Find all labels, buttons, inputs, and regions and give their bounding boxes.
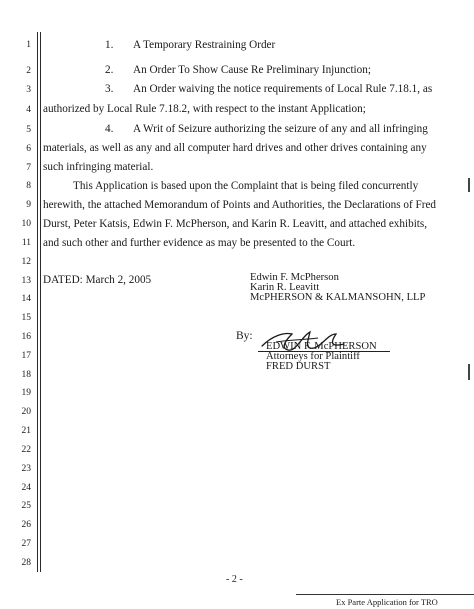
gutter-rule-right [40, 32, 41, 572]
counsel-name: Karin R. Leavitt [250, 282, 320, 293]
list-item-number: 1. [105, 39, 114, 51]
list-item-number: 4. [105, 123, 114, 135]
line-number: 20 [21, 407, 31, 417]
line-number: 19 [21, 388, 31, 398]
paragraph-line: This Application is based upon the Complaint that is being filed concurrently [73, 180, 419, 192]
list-item-number: 3. [105, 83, 114, 95]
margin-mark [468, 364, 470, 380]
line-number: 3 [26, 85, 31, 95]
list-item-text: such infringing material. [43, 161, 154, 173]
line-number: 26 [21, 520, 31, 530]
line-number: 17 [21, 351, 31, 361]
law-firm-name: McPHERSON & KALMANSOHN, LLP [250, 292, 426, 303]
line-number: 14 [21, 294, 31, 304]
client-name: FRED DURST [266, 361, 331, 372]
line-number: 2 [26, 66, 31, 76]
gutter-rule-left [37, 32, 38, 572]
paragraph-line: herewith, the attached Memorandum of Points and Authorities, the Declarations of Fred [43, 199, 437, 211]
list-item-text: An Order waiving the notice requirements of Local Rule 7.18.1, as [133, 83, 433, 95]
line-number: 16 [21, 332, 31, 342]
list-item-number: 2. [105, 64, 114, 76]
line-number: 10 [21, 219, 31, 229]
line-number: 27 [21, 539, 31, 549]
counsel-name: Edwin F. McPherson [250, 272, 339, 283]
line-number: 8 [26, 181, 31, 191]
line-number: 22 [21, 445, 31, 455]
list-item-text: materials, as well as any and all computer hard drives and other drives containing any [43, 142, 427, 154]
paragraph-line: Durst, Peter Katsis, Edwin F. McPherson, and Karin R. Leavitt, and attached exhibits, [43, 218, 428, 230]
line-number: 25 [21, 501, 31, 511]
footer-document-title: Ex Parte Application for TRO [336, 597, 438, 607]
line-number: 23 [21, 464, 31, 474]
line-number: 1 [26, 40, 31, 50]
list-item-text: A Temporary Restraining Order [133, 39, 276, 51]
line-number: 18 [21, 370, 31, 380]
line-number: 7 [26, 163, 31, 173]
list-item-text: An Order To Show Cause Re Preliminary Injunction; [133, 64, 371, 76]
line-number: 9 [26, 200, 31, 210]
line-number: 5 [26, 125, 31, 135]
line-number: 15 [21, 313, 31, 323]
paragraph-line: and such other and further evidence as may be presented to the Court. [43, 237, 356, 249]
margin-mark [468, 178, 470, 192]
line-number: 4 [26, 105, 31, 115]
line-number: 21 [21, 426, 31, 436]
list-item-text: authorized by Local Rule 7.18.2, with respect to the instant Application; [43, 103, 366, 115]
line-number: 11 [21, 238, 31, 248]
dated-line: DATED: March 2, 2005 [43, 274, 152, 286]
signer-role: Attorneys for Plaintiff [266, 351, 360, 362]
signer-name: EDWIN F. McPHERSON [266, 341, 377, 352]
list-item-text: A Writ of Seizure authorizing the seizure of any and all infringing [133, 123, 428, 135]
line-number: 24 [21, 483, 31, 493]
line-number: 12 [21, 257, 31, 267]
footer-rule [296, 594, 474, 595]
page-number: - 2 - [226, 574, 243, 585]
line-number: 6 [26, 144, 31, 154]
by-label: By: [236, 330, 253, 342]
line-number: 13 [21, 276, 31, 286]
line-number: 28 [21, 558, 31, 568]
